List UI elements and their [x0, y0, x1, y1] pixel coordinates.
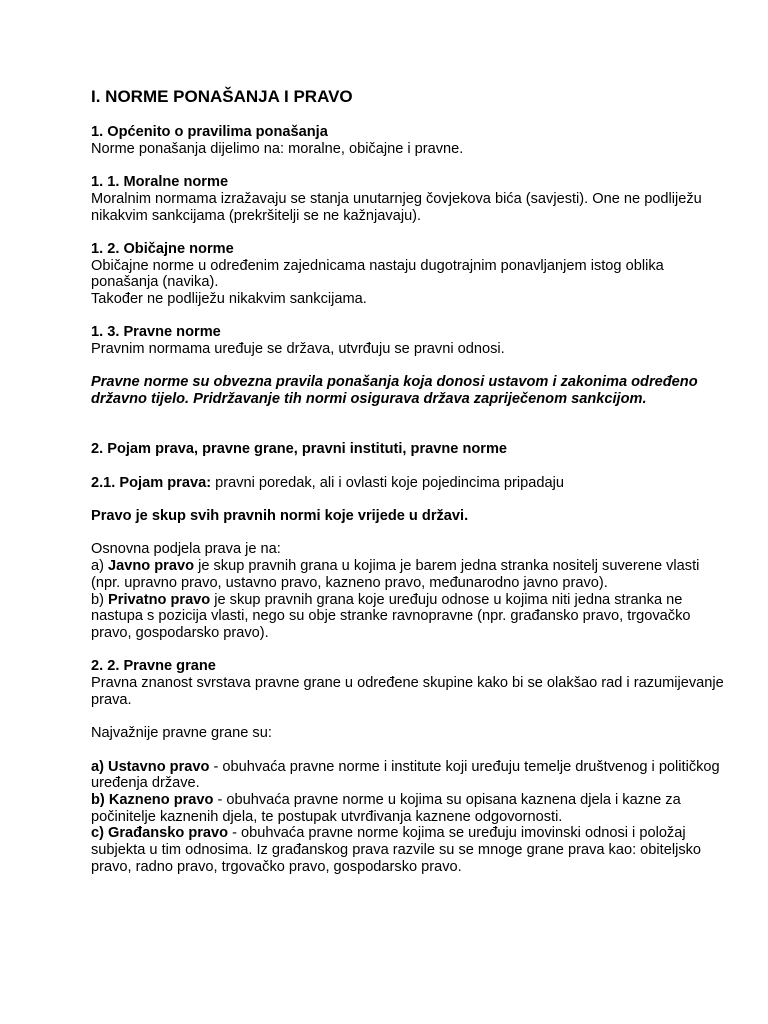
private-law-item — [91, 592, 728, 642]
constitutional-law-text: - obuhvaća pravne norme i institute koji uređuju temelje društvenog i političkog uređenja države. — [91, 758, 720, 792]
criminal-law-item — [91, 792, 728, 825]
public-law-term: Javno pravo — [108, 558, 195, 575]
section-1-2-text-2: Također ne podliježu nikakvim sankcijama. — [91, 291, 367, 307]
section-2-1-intro: Osnovna podjela prava je na: — [91, 541, 281, 558]
public-law-item — [91, 558, 728, 591]
public-law-text: je skup pravnih grana u kojima je barem jedna stranka nositelj suverene vlasti (npr. upravno pravo, ustavno pravo, kazneno pravo, međunarodno javno pravo). — [91, 558, 700, 591]
section-1-1-text: Moralnim normama izražavaju se stanja unutarnjeg čovjekova bića (savjesti). One ne podliježu nikakvim sankcijama (prekršitelji se ne kažnjavaju). — [91, 190, 702, 224]
section-1-3-heading: 1. 3. Pravne norme — [91, 324, 221, 341]
section-2-2-intro: Najvažnije pravne grane su: — [91, 725, 272, 742]
section-1-2-text-1: Običajne norme u određenim zajednicama nastaju dugotrajnim ponavljanjem istog oblika ponašanja (navika). — [91, 257, 664, 291]
spacer — [91, 308, 728, 325]
spacer — [91, 525, 728, 542]
spacer — [91, 708, 728, 725]
civil-law-text: - obuhvaća pravne norme kojima se uređuju imovinski odnosi i položaj subjekta u tim odnosima. Iz građanskog prava razvile su se mnoge grane prava kao: obiteljsko pravo, radno pravo, trgovačko pravo, gospodarsko pravo. — [91, 825, 702, 875]
constitutional-law-term: a) Ustavno pravo — [91, 758, 210, 775]
section-2-1-paragraph — [91, 475, 728, 492]
section-1-heading: 1. Općenito o pravilima ponašanja — [91, 124, 328, 140]
constitutional-law-item — [91, 759, 728, 792]
section-2-2-text: Pravna znanost svrstava pravne grane u određene skupine kako bi se olakšao rad i razumijevanje prava. — [91, 675, 724, 708]
criminal-law-text: - obuhvaća pravne norme u kojima su opisana kaznena djela i kazne za počinitelje kaznenih djela, te postupak utvrđivanja kaznene odgovornosti. — [91, 791, 681, 825]
spacer — [91, 408, 728, 425]
civil-law-item — [91, 825, 728, 875]
section-1-1-heading: 1. 1. Moralne norme — [91, 174, 229, 191]
spacer — [91, 642, 728, 659]
spacer — [91, 742, 728, 759]
spacer — [91, 491, 728, 508]
criminal-law-term: b) Kazneno pravo — [91, 791, 214, 808]
section-2-2-heading: 2. 2. Pravne grane — [91, 658, 216, 675]
spacer — [91, 358, 728, 375]
private-law-text: je skup pravnih grana koje uređuju odnose u kojima niti jedna stranka ne nastupa s pozicija vlasti, nego su obje stranke ravnopravne (npr. građansko pravo, trgovačko pravo, gospodarsko pravo). — [91, 591, 691, 641]
public-law-prefix: a) — [91, 558, 109, 575]
section-1-3-definition: Pravne norme su obvezna pravila ponašanja koja donosi ustavom i zakonima određeno državno tijelo. Pridržavanje tih normi osigurava država zapriječenom sankcijom. — [91, 374, 698, 408]
section-1-text: Norme ponašanja dijelimo na: moralne, običajne i pravne. — [91, 140, 464, 157]
section-1-2-heading: 1. 2. Običajne norme — [91, 240, 234, 257]
section-1-3-text: Pravnim normama uređuje se država, utvrđuju se pravni odnosi. — [91, 341, 505, 358]
civil-law-term: c) Građansko pravo — [91, 825, 229, 842]
private-law-term: Privatno pravo — [108, 591, 211, 608]
section-2-1-text: pravni poredak, ali i ovlasti koje pojedincima pripadaju — [211, 474, 564, 491]
document-title: I. NORME PONAŠANJA I PRAVO — [91, 87, 353, 106]
spacer — [91, 458, 728, 475]
section-2-heading: 2. Pojam prava, pravne grane, pravni instituti, pravne norme — [91, 441, 508, 458]
spacer — [91, 224, 728, 241]
section-2-1-definition: Pravo je skup svih pravnih normi koje vrijede u državi. — [91, 508, 469, 525]
section-2-1-label: 2.1. Pojam prava: — [91, 474, 212, 491]
spacer — [91, 157, 728, 174]
spacer — [91, 425, 728, 442]
private-law-prefix: b) — [91, 591, 109, 608]
